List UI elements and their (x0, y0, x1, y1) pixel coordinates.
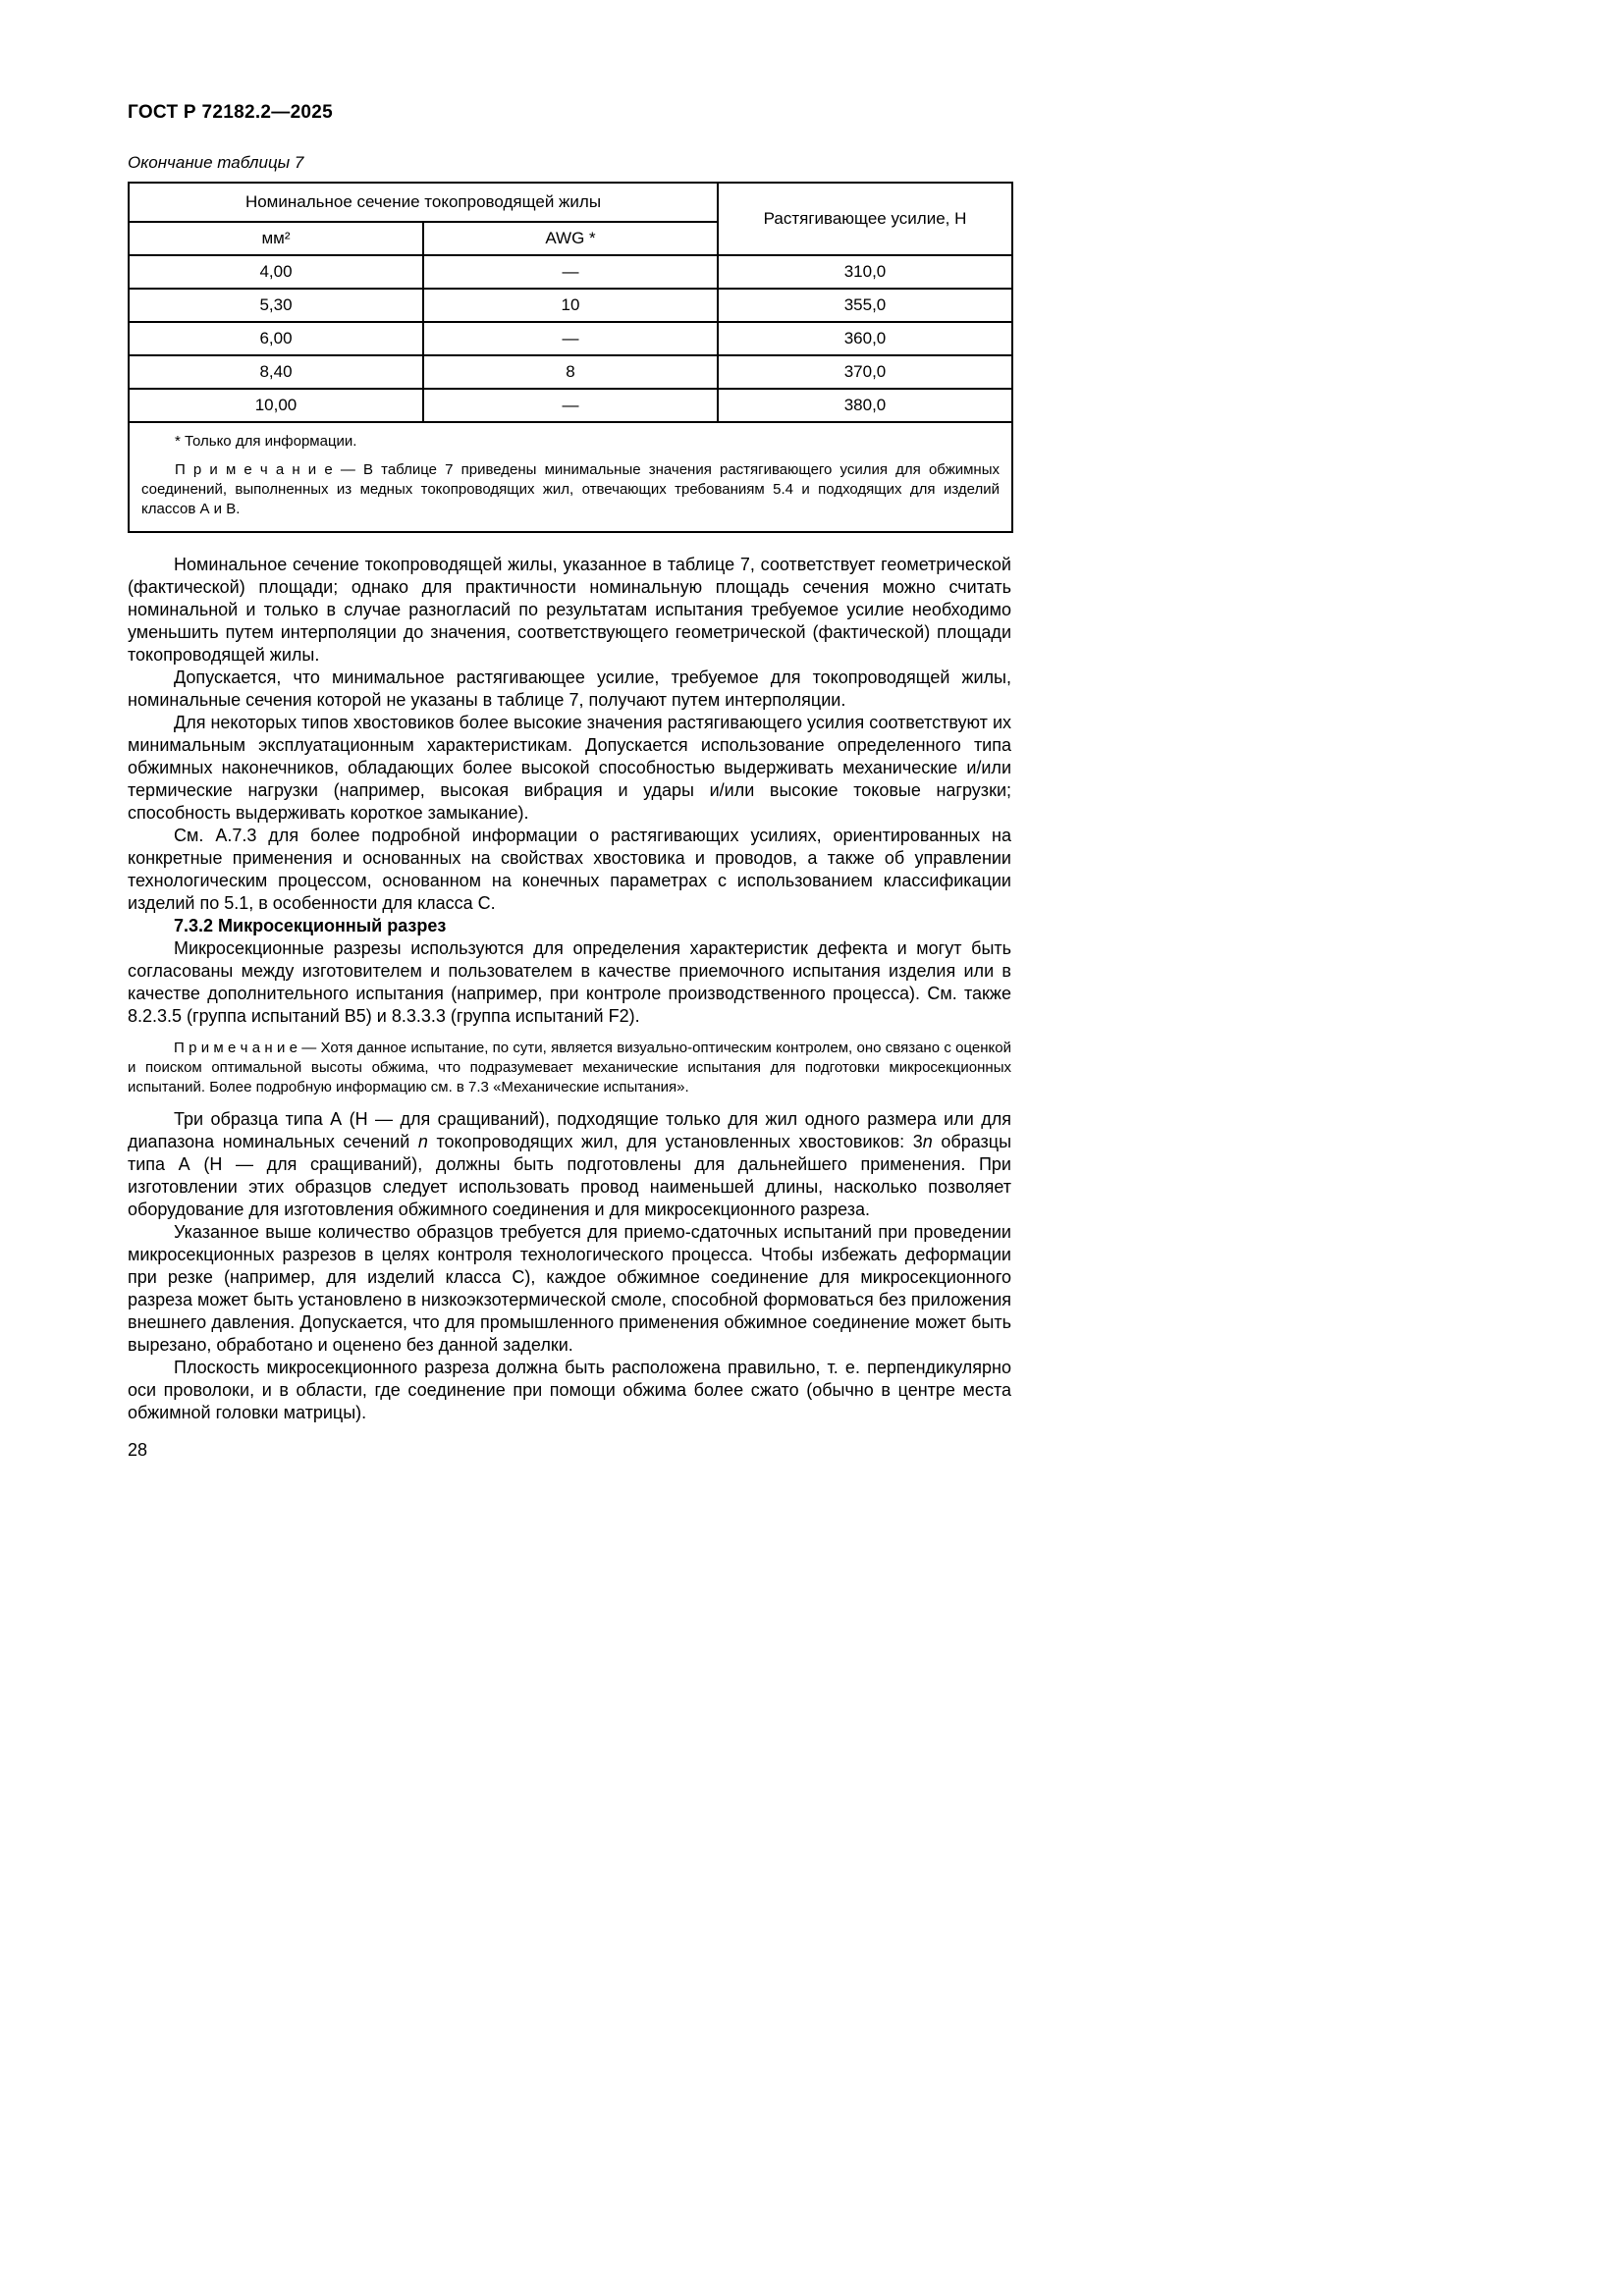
text-run: Три образца типа А (Н — для сращиваний), подходящие только для жил одного размера или для диапазона номинальных сечений (128, 1109, 1011, 1151)
section-heading-7-3-2: 7.3.2 Микросекционный разрез (174, 916, 447, 935)
paragraph-1: Номинальное сечение токопроводящей жилы, указанное в таблице 7, соответствует геометрической (фактической) площади; однако для практичности номинальную площадь сечения можно считать номинальной и только в случае разногласий по результатам испытания требуемое усилие необходимо уменьшить путем интерполяции до значения, соответствующего геометрической (фактической) площади токопроводящей жилы. (128, 555, 1011, 665)
cell-force: 370,0 (718, 355, 1012, 389)
text-run: токопроводящих жил, для установленных хвостовиков: 3 (427, 1132, 923, 1151)
doc-code: ГОСТ Р 72182.2—2025 (128, 102, 334, 123)
table-row (129, 355, 1012, 389)
table-header-row-1 (129, 183, 1012, 222)
cell-awg: — (423, 255, 718, 289)
col-awg-header: AWG * (423, 222, 718, 255)
cell-mm: 10,00 (129, 389, 423, 422)
cell-awg: — (423, 322, 718, 355)
cell-mm: 4,00 (129, 255, 423, 289)
page-number: 28 (128, 1440, 148, 1460)
paragraph-8: Плоскость микросекционного разреза должна быть расположена правильно, т. е. перпендикулярно оси проволоки, и в области, где соединение при помощи обжима более сжато (обычно в центре места обжимной головки матрицы). (128, 1358, 1011, 1422)
text-run-italic: n (417, 1132, 428, 1151)
cell-mm: 6,00 (129, 322, 423, 355)
table-7 (128, 182, 1013, 533)
table-caption: Окончание таблицы 7 (128, 153, 304, 172)
col-group-header: Номинальное сечение токопроводящей жилы (129, 183, 718, 222)
cell-awg: 10 (423, 289, 718, 322)
paragraph-7: Указанное выше количество образцов требуется для приемо-сдаточных испытаний при проведении микросекционных разрезов в целях контроля технологического процесса. Чтобы избежать деформации при резке (например, для изделий класса С), каждое обжимное соединение для микросекционного разреза может быть установлено в низкоэкзотермической смоле, способной формоваться без приложения внешнего давления. Допускается, что для промышленного применения обжимное соединение может быть вырезано, обработано и оценено без данной заделки. (128, 1222, 1011, 1355)
body-text (128, 554, 1011, 1424)
note-paragraph: П р и м е ч а н и е — Хотя данное испытание, по сути, является визуально-оптическим контролем, оно связано с оценкой и поиском оптимальной высоты обжима, что подразумевает механические испытания для подготовки микросекционных испытаний. Более подробную информацию см. в 7.3 «Механические испытания». (128, 1040, 1011, 1095)
cell-force: 310,0 (718, 255, 1012, 289)
table-row (129, 289, 1012, 322)
cell-force: 380,0 (718, 389, 1012, 422)
cell-awg: — (423, 389, 718, 422)
page-content (128, 102, 1011, 1461)
cell-awg: 8 (423, 355, 718, 389)
cell-force: 355,0 (718, 289, 1012, 322)
cell-mm: 8,40 (129, 355, 423, 389)
paragraph-4: См. А.7.3 для более подробной информации о растягивающих усилиях, ориентированных на конкретные применения и основанных на свойствах хвостовика и проводов, а также об управлении технологическим процессом, основанном на конечных параметрах с использованием классификации изделий по 5.1, в особенности для класса С. (128, 826, 1011, 913)
text-run-italic: n (922, 1132, 933, 1151)
cell-mm: 5,30 (129, 289, 423, 322)
table-footnote: * Только для информации. (175, 433, 357, 450)
table-row (129, 389, 1012, 422)
paragraph-5: Микросекционные разрезы используются для определения характеристик дефекта и могут быть согласованы между изготовителем и пользователем в качестве приемочного испытания изделия или в качестве дополнительного испытания (например, при контроле производственного процесса). См. также 8.2.3.5 (группа испытаний В5) и 8.3.3.3 (группа испытаний F2). (128, 938, 1011, 1026)
paragraph-2: Допускается, что минимальное растягивающее усилие, требуемое для токопроводящей жилы, номинальные сечения которой не указаны в таблице 7, получают путем интерполяции. (128, 667, 1011, 710)
cell-force: 360,0 (718, 322, 1012, 355)
table-footer-row (129, 422, 1012, 532)
paragraph-3: Для некоторых типов хвостовиков более высокие значения растягивающего усилия соответствуют их минимальным эксплуатационным характеристикам. Допускается использование определенного типа обжимных наконечников, обладающих более высокой способностью выдерживать механические и/или термические нагрузки (например, высокая вибрация и удары и/или высокие токовые нагрузки; способность выдерживать короткое замыкание). (128, 713, 1011, 823)
table-footnote-cell (129, 422, 1012, 532)
col-mm-header: мм² (129, 222, 423, 255)
table-row (129, 322, 1012, 355)
col-force-header: Растягивающее усилие, Н (718, 183, 1012, 255)
table-row (129, 255, 1012, 289)
table-note: П р и м е ч а н и е — В таблице 7 приведены минимальные значения растягивающего усилия для обжимных соединений, выполненных из медных токопроводящих жил, отвечающих требованиям 5.4 и подходящих для изделий классов А и В. (141, 461, 1000, 517)
text-run: образцы типа А (Н — для сращиваний), должны быть подготовлены для дальнейшего применения. При изготовлении этих образцов следует использовать провод наименьшей длины, насколько позволяет оборудование для изготовления обжимного соединения и для микросекционного разреза. (128, 1132, 1012, 1219)
paragraph-6 (128, 1108, 1011, 1221)
